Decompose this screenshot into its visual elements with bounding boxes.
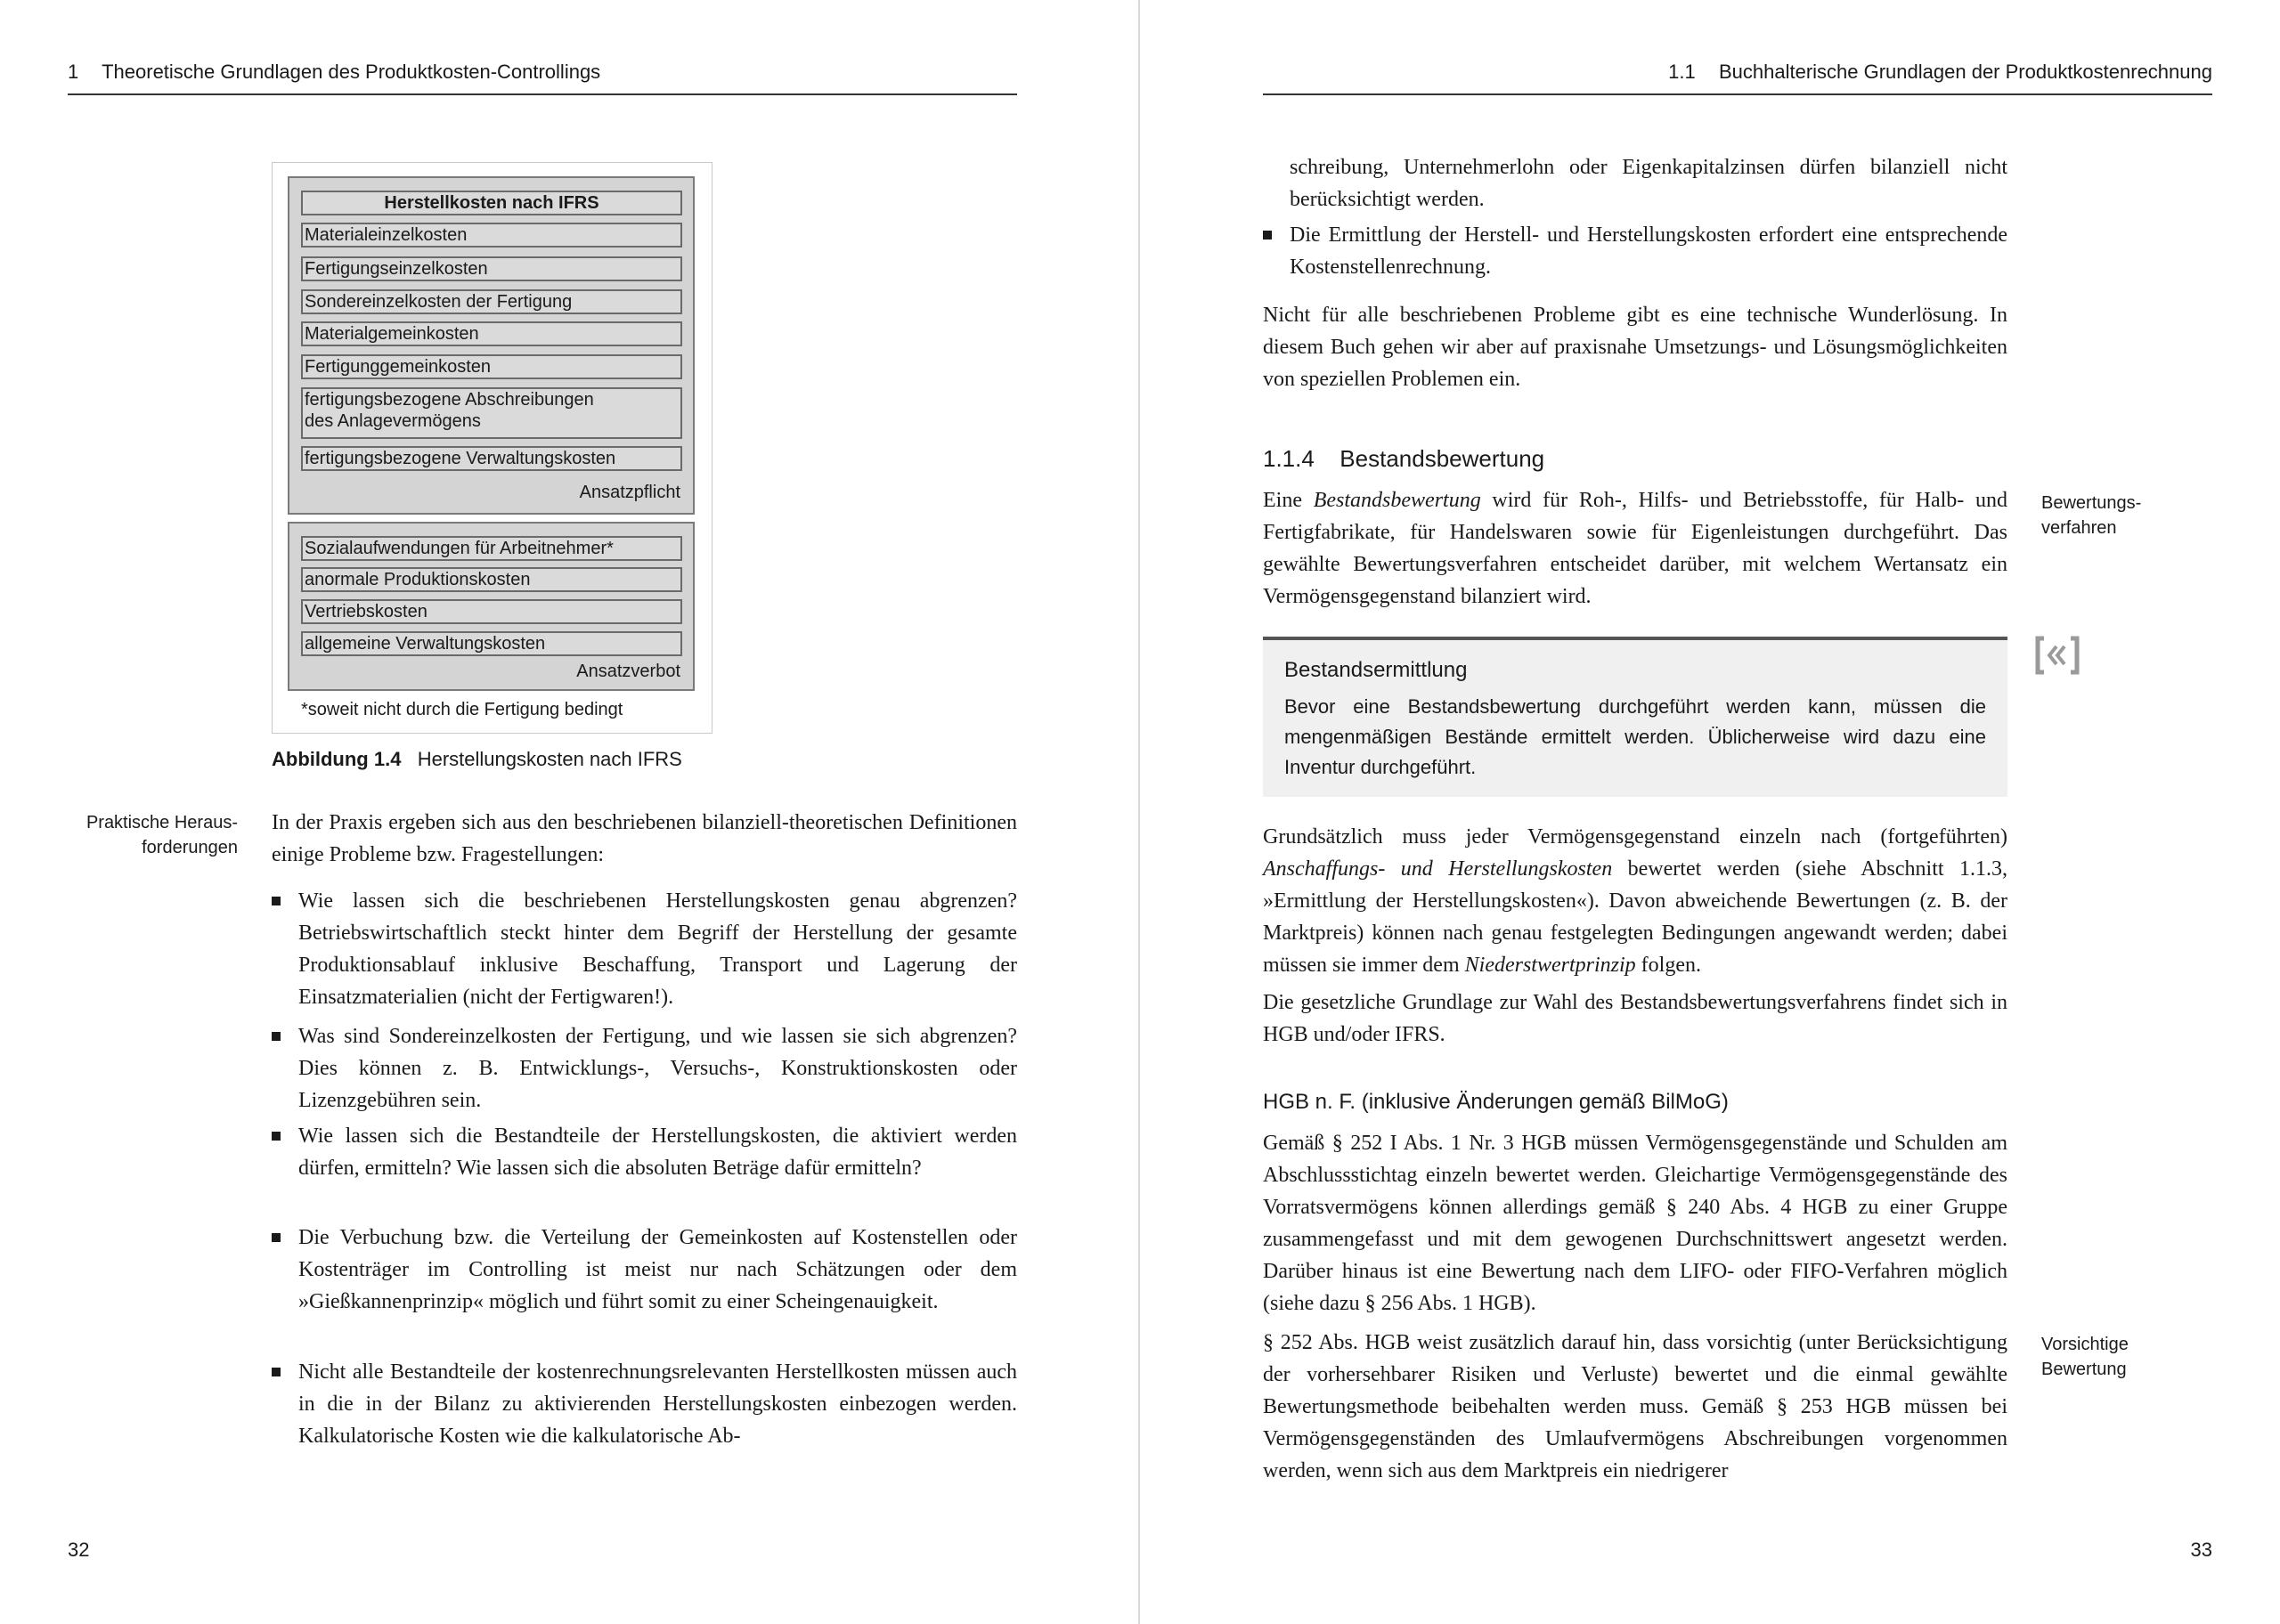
cost-item: fertigungsbezogene Verwaltungskosten [301, 446, 682, 471]
text-run: Grundsätzlich muss jeder Vermögensgegenstand einzeln nach (fortgeführten) [1263, 825, 2007, 849]
bullet-square-icon [272, 1032, 281, 1041]
bullet-item [272, 1120, 1017, 1216]
section-number: 1.1 [1668, 61, 1696, 83]
margin-note-line: Bewertung [2041, 1360, 2127, 1379]
bullet-text: Die Verbuchung bzw. die Verteilung der Gemeinkosten auf Kostenstellen oder Kostenträger im Controlling ist meist nur nach Schätzungen oder dem »Gießkannenprinzip« möglich und führt somit zu einer Scheingenauigkeit. [298, 1226, 1017, 1313]
chapter-number: 1 [68, 61, 79, 83]
group-ansatzverbot [288, 522, 695, 691]
info-box-title: Bestandsermittlung [1284, 658, 1468, 682]
figure-heading: Herstellkosten nach IFRS [301, 191, 682, 215]
margin-note-vorsichtige-bewertung [2041, 1332, 2129, 1382]
paragraph: Gemäß § 252 I Abs. 1 Nr. 3 HGB müssen Vermögensgegenstände und Schulden am Abschlussstichtag einzeln bewertet werden. Gleichartige Vermögensgegenstände des Vorratsvermögens können allerdings gemäß § 240 Abs. 4 HGB zu einer Gruppe zusammengefasst und mit dem gewogenen Durchschnittswert angesetzt werden. Darüber hinaus ist eine Bewertung nach dem LIFO- oder FIFO-Verfahren möglich (siehe dazu § 256 Abs. 1 HGB). [1263, 1132, 2007, 1315]
group-ansatzpflicht [288, 176, 695, 515]
bullet-square-icon [272, 1368, 281, 1376]
margin-note-line: verfahren [2041, 518, 2117, 538]
text-run: bewertet werden (siehe Abschnitt 1.1.3, »Ermittlung der Herstellungskosten«). Davon abweichende Bewertungen (z. B. der Marktpreis) können nach genau festgelegten Bedingungen angewandt werden; dabei müssen sie immer dem [1263, 857, 2008, 977]
info-box-text: Bevor eine Bestandsbewertung durchgeführt werden kann, müssen die mengenmäßigen Bestände ermittelt werden. Üblicherweise wird dazu eine Inventur durchgeführt. [1284, 695, 1986, 778]
cost-item-line: fertigungsbezogene Abschreibungen [305, 390, 594, 410]
chapter-title: Theoretische Grundlagen des Produktkosten-Controllings [102, 61, 601, 83]
right-header-rule [1263, 93, 2212, 95]
bullet-item [272, 1222, 1017, 1350]
cost-item: Sozialaufwendungen für Arbeitnehmer* [301, 536, 682, 561]
emphasis: Anschaffungs- und Herstellungskosten [1263, 857, 1613, 881]
cost-item: Materialeinzelkosten [301, 223, 682, 248]
right-page-number: 33 [2190, 1539, 2212, 1561]
caption-label: Abbildung 1.4 [272, 748, 402, 770]
emphasis: Niederstwertprinzip [1464, 954, 1636, 977]
bullet-text: Wie lassen sich die beschriebenen Herstellungskosten genau abgrenzen? Betriebswirtschaftlich steckt hinter dem Begriff der Herstellung der gesamte Produktionsablauf inklusive Beschaffung, Transport und Lagerung der Einsatzmaterialien (nicht der Fertigwaren!). [298, 889, 1017, 1009]
section-header-title: Buchhalterische Grundlagen der Produktkostenrechnung [1718, 61, 2212, 83]
intro-paragraph: In der Praxis ergeben sich aus den beschriebenen bilanziell-theoretischen Definitionen einige Probleme bzw. Fragestellungen: [272, 811, 1017, 866]
emphasis: Bestandsbewertung [1313, 489, 1481, 512]
text-run: Eine [1263, 489, 1314, 512]
info-box [1263, 637, 2007, 797]
label-ansatzpflicht: Ansatzpflicht [579, 483, 680, 502]
bullet-square-icon [272, 897, 281, 905]
text-run: wird für Roh-, Hilfs- und Betriebsstoffe, für Halb- und Fertigfabrikate, für Handelswaren sowie für Eigenleistungen durchgeführt. Das gewählte Bewertungsverfahren entscheidet darüber, mit welchem Wertansatz ein Vermögensgegenstand bilanziert wird. [1263, 489, 2008, 608]
left-header-rule [68, 93, 1017, 95]
figure-ifrs-costs [272, 162, 712, 734]
margin-note-herausforderungen [86, 810, 238, 860]
label-ansatzverbot: Ansatzverbot [576, 662, 680, 681]
section-heading-title: Bestandsbewertung [1340, 445, 1545, 472]
left-running-header [68, 61, 600, 84]
section-heading-number: 1.1.4 [1263, 445, 1315, 472]
paragraph [1263, 484, 2007, 613]
bullet-item [272, 1356, 1017, 1452]
margin-note-line: Vorsichtige [2041, 1335, 2129, 1354]
paragraph: Nicht für alle beschriebenen Probleme gibt es eine technische Wunderlösung. In diesem Buch gehen wir aber auf praxisnahe Umsetzungs- und Lösungsmöglichkeiten von speziellen Problemen ein. [1263, 304, 2007, 391]
cost-item: anormale Produktionskosten [301, 567, 682, 592]
bullet-text: Die Ermittlung der Herstell- und Herstellungskosten erfordert eine entsprechende Kostenstellenrechnung. [1290, 223, 2007, 279]
cost-item: Materialgemeinkosten [301, 321, 682, 346]
section-heading [1263, 445, 1544, 473]
text-run: folgen. [1635, 954, 1701, 977]
bullet-item [272, 1020, 1017, 1116]
paragraph [1263, 821, 2007, 981]
bullet-square-icon [272, 1233, 281, 1242]
cost-item: Vertriebskosten [301, 599, 682, 624]
bullet-text: Nicht alle Bestandteile der kostenrechnungsrelevanten Herstellkosten müssen auch in die in der Bilanz zu aktivierenden Herstellungskosten einbezogen werden. Kalkulatorische Kosten wie die kalkulatorische Ab- [298, 1360, 1017, 1448]
cost-item [301, 387, 682, 439]
bullet-item [272, 885, 1017, 1013]
bullet-square-icon [272, 1132, 281, 1141]
cost-item-line: des Anlagevermögens [305, 411, 481, 431]
left-page-number: 32 [68, 1539, 90, 1561]
cost-item: allgemeine Verwaltungskosten [301, 631, 682, 656]
cost-item: Fertigungseinzelkosten [301, 256, 682, 281]
margin-note-bewertungsverfahren [2041, 491, 2141, 540]
bullet-item [1263, 219, 2007, 283]
cost-item: Fertigunggemeinkosten [301, 354, 682, 379]
margin-note-line: Praktische Heraus- [86, 813, 238, 832]
subheading: HGB n. F. (inklusive Änderungen gemäß BilMoG) [1263, 1090, 1729, 1114]
page-gutter [1138, 0, 1140, 1624]
paragraph: Die gesetzliche Grundlage zur Wahl des Bestandsbewertungsverfahrens findet sich in HGB und/oder IFRS. [1263, 991, 2007, 1046]
figure-footnote: *soweit nicht durch die Fertigung bedingt [301, 700, 623, 719]
margin-note-line: forderungen [142, 838, 238, 857]
margin-note-line: Bewertungs- [2041, 493, 2142, 513]
figure-caption [272, 748, 682, 771]
caption-text: Herstellungskosten nach IFRS [417, 748, 682, 770]
bullet-square-icon [1263, 231, 1272, 240]
info-box-icon [2035, 636, 2080, 675]
paragraph: § 252 Abs. HGB weist zusätzlich darauf hin, dass vorsichtig (unter Berücksichtigung der vorhersehbarer Risiken und Verluste) bewertet und die einmal gewählte Bewertungsmethode beibehalten werden muss. Gemäß § 253 HGB müssen bei Vermögensgegenständen des Umlaufvermögens Abschreibungen vorgenommen werden, wenn sich aus dem Marktpreis ein niedrigerer [1263, 1331, 2007, 1482]
right-running-header [1668, 61, 2212, 84]
continued-bullet-text: schreibung, Unternehmerlohn oder Eigenkapitalzinsen dürfen bilanziell nicht berücksichtigt werden. [1290, 156, 2007, 211]
bullet-text: Wie lassen sich die Bestandteile der Herstellungskosten, die aktiviert werden dürfen, ermitteln? Wie lassen sich die absoluten Beträge dafür ermitteln? [298, 1125, 1017, 1180]
cost-item: Sondereinzelkosten der Fertigung [301, 289, 682, 314]
bullet-text: Was sind Sondereinzelkosten der Fertigung, und wie lassen sie sich abgrenzen? Dies können z. B. Entwicklungs-, Versuchs-, Konstruktionskosten oder Lizenzgebühren sein. [298, 1025, 1017, 1112]
